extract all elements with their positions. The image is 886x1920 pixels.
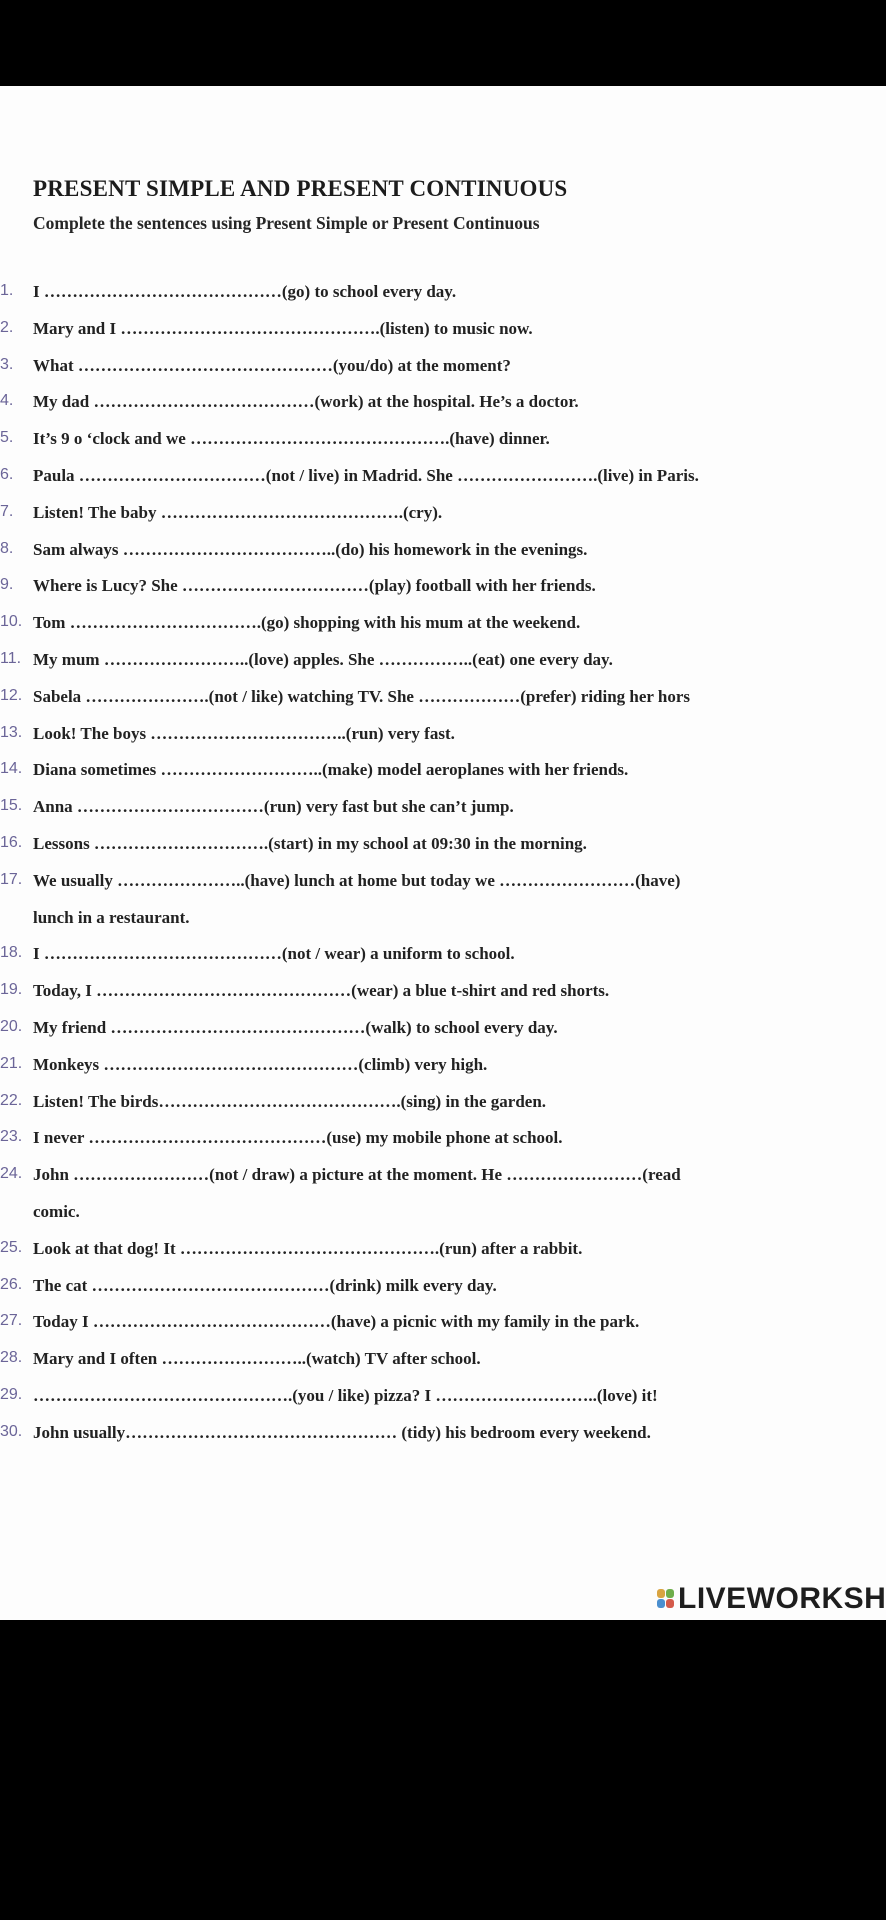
item-sentence: Sabela ………………….(not / like) watching TV. She ………………(prefer) riding her hors	[33, 686, 691, 706]
exercise-item	[0, 1349, 886, 1386]
exercise-item	[0, 1276, 886, 1313]
item-number: 26.	[0, 1275, 23, 1293]
bottom-black-band	[0, 1620, 886, 1920]
item-number: 11.	[0, 649, 22, 667]
exercise-item	[0, 944, 886, 981]
item-number: 3.	[0, 355, 14, 373]
exercise-item	[0, 1312, 886, 1349]
item-number: 17.	[0, 870, 23, 888]
exercise-item	[0, 1386, 886, 1423]
exercise-list	[0, 282, 886, 1460]
item-number: 21.	[0, 1054, 23, 1072]
item-number: 27.	[0, 1312, 23, 1330]
item-sentence: Mary and I often ……………………..(watch) TV after school.	[33, 1349, 481, 1369]
exercise-item	[0, 797, 886, 834]
exercise-item	[0, 1092, 886, 1129]
liveworksheets-logo	[657, 1582, 886, 1616]
item-number: 24.	[0, 1165, 23, 1183]
item-number: 25.	[0, 1238, 23, 1256]
worksheet-instructions: Complete the sentences using Present Simple or Present Continuous	[33, 213, 540, 233]
item-sentence: It’s 9 o ‘clock and we ……………………………………….(have) dinner.	[33, 429, 550, 449]
item-number: 20.	[0, 1017, 23, 1035]
item-number: 14.	[0, 760, 23, 778]
exercise-item	[0, 650, 886, 687]
item-number: 28.	[0, 1349, 23, 1367]
exercise-item	[0, 981, 886, 1018]
item-sentence: My dad …………………………………(work) at the hospital. He’s a doctor.	[33, 392, 579, 412]
item-number: 23.	[0, 1128, 23, 1146]
exercise-item	[0, 466, 886, 503]
exercise-item	[0, 1239, 886, 1276]
exercise-item	[0, 687, 886, 724]
item-sentence: What ………………………………………(you/do) at the moment?	[33, 355, 511, 375]
item-number: 19.	[0, 981, 23, 999]
item-sentence: We usually …………………..(have) lunch at home but today we ……………………(have)	[33, 870, 681, 890]
item-sentence: John usually………………………………………… (tidy) his bedroom every weekend.	[33, 1422, 651, 1442]
item-number: 4.	[0, 392, 14, 410]
exercise-item	[0, 392, 886, 429]
item-sentence: My friend ………………………………………(walk) to school every day.	[33, 1017, 558, 1037]
item-sentence: ……………………………………….(you / like) pizza? I ………………………..(love) it!	[33, 1385, 658, 1405]
item-sentence: Where is Lucy? She ……………………………(play) football with her friends.	[33, 576, 596, 596]
item-sentence: Anna ……………………………(run) very fast but she can’t jump.	[33, 797, 514, 817]
exercise-item	[0, 613, 886, 650]
exercise-item	[0, 429, 886, 466]
exercise-item	[0, 1128, 886, 1165]
item-sentence: My mum ……………………..(love) apples. She ……………..(eat) one every day.	[33, 649, 613, 669]
item-number: 7.	[0, 502, 14, 520]
exercise-item	[0, 576, 886, 613]
exercise-item	[0, 1055, 886, 1092]
item-sentence: lunch in a restaurant.	[33, 907, 190, 927]
worksheet-title: PRESENT SIMPLE AND PRESENT CONTINUOUS	[33, 176, 568, 201]
item-number: 1.	[0, 282, 14, 299]
item-sentence: Look at that dog! It ……………………………………….(run) after a rabbit.	[33, 1238, 583, 1258]
item-sentence: I never ……………………………………(use) my mobile phone at school.	[33, 1128, 563, 1148]
item-number: 6.	[0, 465, 14, 483]
item-number: 8.	[0, 539, 14, 557]
item-sentence: Today I ……………………………………(have) a picnic with my family in the park.	[33, 1312, 640, 1332]
item-sentence: Tom …………………………….(go) shopping with his mum at the weekend.	[33, 613, 581, 633]
item-sentence: The cat ……………………………………(drink) milk every day.	[33, 1275, 497, 1295]
item-sentence: Sam always ………………………………..(do) his homework in the evenings.	[33, 539, 588, 559]
exercise-item	[0, 908, 886, 945]
item-number: 13.	[0, 723, 23, 741]
item-number: 5.	[0, 429, 14, 447]
item-sentence: Today, I ………………………………………(wear) a blue t-shirt and red shorts.	[33, 981, 610, 1001]
item-sentence: Look! The boys ……………………………..(run) very fast.	[33, 723, 455, 743]
item-sentence: John ……………………(not / draw) a picture at the moment. He ……………………(read	[33, 1165, 681, 1185]
item-number: 9.	[0, 576, 14, 594]
item-sentence: comic.	[33, 1201, 80, 1221]
exercise-item	[0, 1165, 886, 1202]
item-number: 12.	[0, 686, 23, 704]
item-number: 22.	[0, 1091, 23, 1109]
exercise-item	[0, 319, 886, 356]
exercise-item	[0, 540, 886, 577]
exercise-item	[0, 871, 886, 908]
item-sentence: I ……………………………………(not / wear) a uniform to school.	[33, 944, 515, 964]
item-number: 30.	[0, 1422, 23, 1440]
item-sentence: Diana sometimes ………………………..(make) model aeroplanes with her friends.	[33, 760, 629, 780]
item-sentence: Listen! The birds…………………………………….(sing) in the garden.	[33, 1091, 547, 1111]
exercise-item	[0, 1202, 886, 1239]
top-black-band	[0, 0, 886, 86]
item-sentence: Mary and I ……………………………………….(listen) to music now.	[33, 318, 533, 338]
exercise-item	[0, 724, 886, 761]
item-sentence: Lessons ………………………….(start) in my school at 09:30 in the morning.	[33, 833, 587, 853]
exercise-item	[0, 1018, 886, 1055]
item-number: 10.	[0, 613, 23, 631]
item-number: 18.	[0, 944, 23, 962]
exercise-item	[0, 503, 886, 540]
item-sentence: Listen! The baby …………………………………….(cry).	[33, 502, 443, 522]
exercise-item	[0, 760, 886, 797]
liveworksheets-logo-icon	[657, 1589, 675, 1609]
item-number: 16.	[0, 833, 23, 851]
exercise-item	[0, 282, 886, 319]
item-number: 15.	[0, 797, 23, 815]
exercise-item	[0, 1423, 886, 1460]
exercise-item	[0, 356, 886, 393]
exercise-item	[0, 834, 886, 871]
item-number: 29.	[0, 1385, 23, 1403]
item-sentence: Paula ……………………………(not / live) in Madrid. She …………………….(live) in Paris.	[33, 465, 699, 485]
item-sentence: Monkeys ………………………………………(climb) very high.	[33, 1054, 488, 1074]
item-sentence: I ……………………………………(go) to school every day.	[33, 282, 457, 301]
worksheet-page	[0, 86, 886, 1620]
item-number: 2.	[0, 318, 14, 336]
logo-text: LIVEWORKSH	[678, 1582, 886, 1615]
